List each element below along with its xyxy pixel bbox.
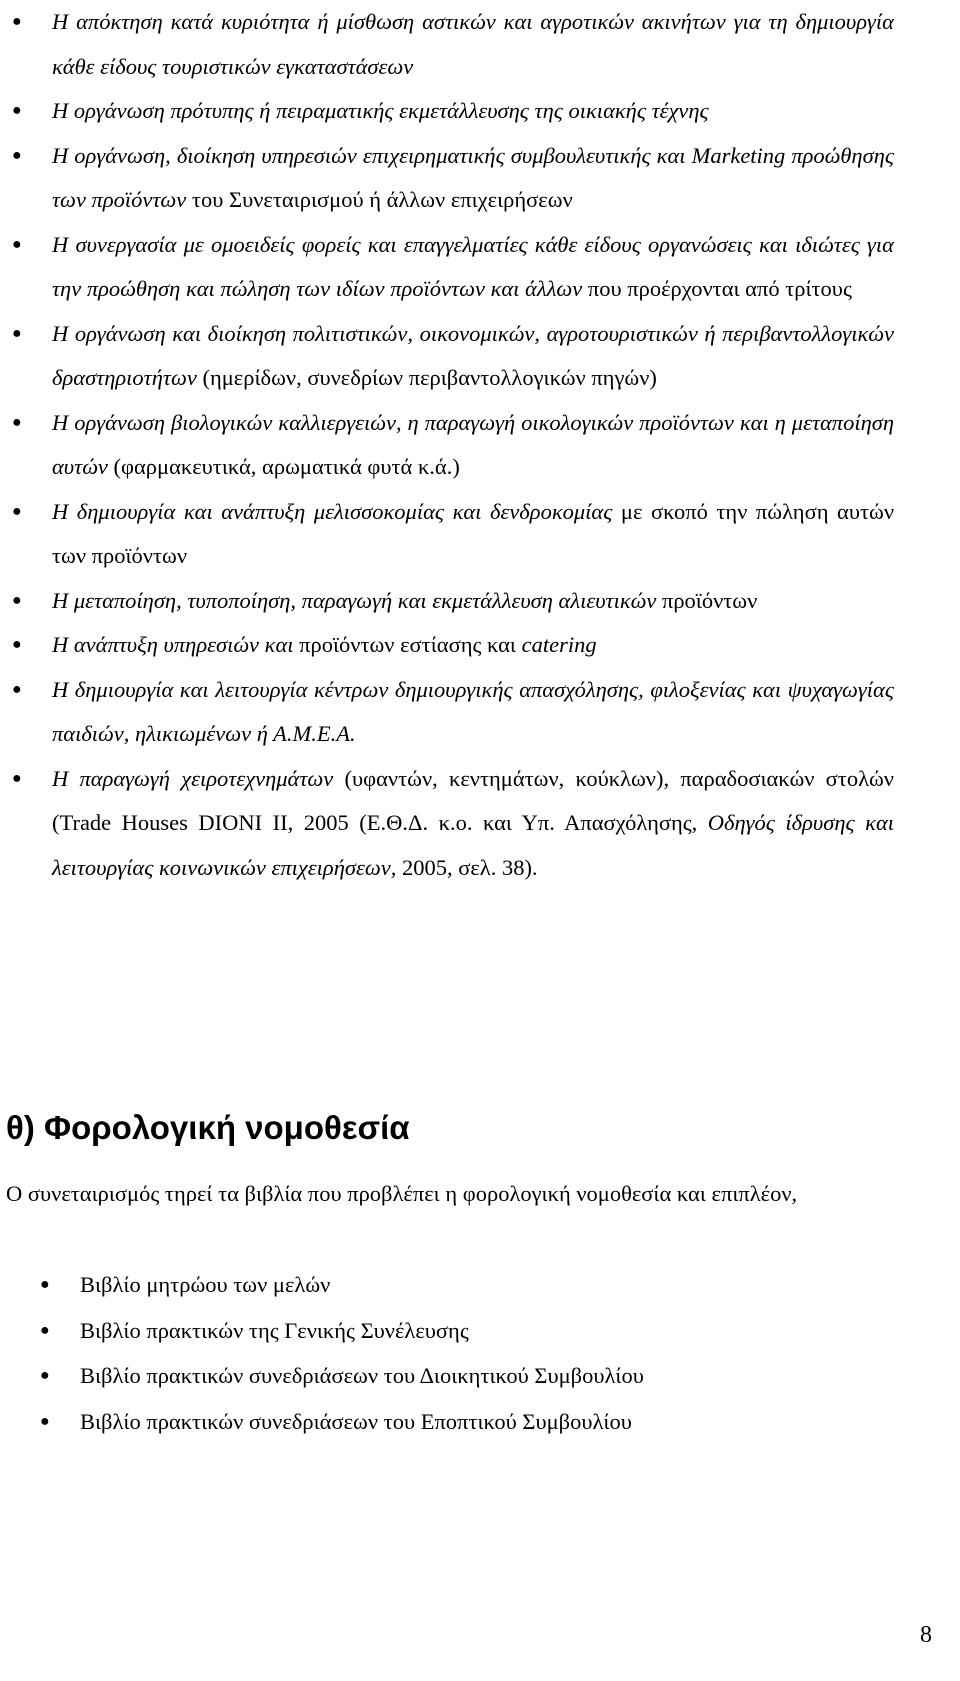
list-item-text: Η δημιουργία και ανάπτυξη μελισσοκομίας και δενδροκομίας	[52, 498, 621, 524]
bullet-icon: ●	[12, 13, 22, 30]
list-item-text: με σκοπό την πώληση αυτών των προϊόντων	[52, 498, 894, 568]
list-item-text: Η οργάνωση, διοίκηση υπηρεσιών επιχειρηματικής συμβουλευτικής και Marketing προώθησης των προϊόντων	[52, 142, 894, 212]
page-number: 8	[920, 1622, 932, 1648]
list-item-text: Οδηγός ίδρυσης και λειτουργίας κοινωνικών επιχειρήσεων,	[52, 810, 895, 880]
bullet-icon: ●	[12, 413, 22, 431]
bullet-icon: ●	[12, 324, 22, 342]
activities-list	[12, 0, 895, 890]
list-item-text: (φαρμακευτικά, αρωματικά φυτά κ.ά.)	[113, 454, 460, 479]
list-item-text: του Συνεταιρισμού ή άλλων επιχειρήσεων	[191, 187, 573, 212]
list-item	[12, 134, 894, 223]
list-item-text: Η οργάνωση και διοίκηση πολιτιστικών, οικονομικών, αγροτουριστικών ή περιβαντολλογικών δραστηριοτήτων	[52, 320, 894, 390]
list-item-text: 2005, σελ. 38).	[396, 854, 538, 880]
list-item	[12, 0, 894, 89]
bullet-icon: ●	[40, 1321, 50, 1339]
bullet-icon: ●	[12, 235, 22, 253]
list-item-text: (υφαντών, κεντημάτων, κούκλων), παραδοσιακών στολών (Trade Houses DIONI II, 2005 (Ε.Θ.Δ. κ.ο. και Υπ. Απασχόλησης,	[52, 765, 894, 835]
list-item	[12, 757, 895, 891]
book-item	[40, 1353, 644, 1399]
list-item-text: προϊόντων εστίασης και	[299, 632, 522, 657]
book-item-label: Βιβλίο πρακτικών συνεδριάσεων του Διοικητικού Συμβουλίου	[80, 1363, 644, 1388]
list-item	[12, 579, 894, 624]
list-item-text: Η μεταποίηση, τυποποίηση, παραγωγή και εκμετάλλευση αλιευτικών	[52, 587, 662, 613]
bullet-icon: ●	[40, 1412, 50, 1430]
list-item	[12, 623, 894, 668]
list-item-text: Η οργάνωση βιολογικών καλλιεργειών, η παραγωγή οικολογικών προϊόντων και η μεταποίηση αυτών	[52, 409, 894, 479]
list-item	[12, 89, 894, 134]
intro-paragraph: Ο συνεταιρισμός τηρεί τα βιβλία που προβλέπει η φορολογική νομοθεσία και επιπλέον,	[6, 1181, 798, 1206]
list-item-text: Η συνεργασία με ομοειδείς φορείς και επαγγελματίες κάθε είδους οργανώσεις και ιδιώτες για την προώθηση και πώληση των ιδίων προϊόντων και άλλων	[52, 231, 894, 301]
bullet-icon: ●	[12, 636, 22, 653]
bullet-icon: ●	[12, 102, 22, 119]
book-item	[40, 1308, 644, 1354]
bullet-icon: ●	[12, 591, 22, 609]
list-item-text: Η παραγωγή χειροτεχνημάτων	[52, 765, 345, 791]
list-item-text: προϊόντων	[661, 587, 758, 613]
bullet-icon: ●	[12, 680, 22, 698]
book-item-label: Βιβλίο πρακτικών συνεδριάσεων του Εποπτικού Συμβουλίου	[80, 1408, 632, 1434]
books-list	[40, 1262, 644, 1444]
book-item-label: Βιβλίο πρακτικών της Γενικής Συνέλευσης	[80, 1317, 469, 1343]
list-item	[12, 490, 894, 579]
bullet-icon: ●	[40, 1276, 50, 1293]
list-item-text: catering	[521, 632, 597, 657]
bullet-icon: ●	[12, 769, 22, 787]
list-item-text: Η οργάνωση πρότυπης ή πειραματικής εκμετάλλευσης της οικιακής τέχνης	[52, 98, 709, 123]
list-item-text: (ημερίδων, συνεδρίων περιβαντολλογικών πηγών)	[202, 365, 657, 390]
list-item-text: που προέρχονται από τρίτους	[587, 276, 852, 301]
list-item	[12, 223, 894, 312]
list-item-text: Η δημιουργία και λειτουργία κέντρων δημιουργικής απασχόλησης, φιλοξενίας και ψυχαγωγίας παιδιών, ηλικιωμένων ή Α.Μ.Ε.Α.	[52, 676, 894, 746]
bullet-icon: ●	[40, 1367, 50, 1384]
bullet-icon: ●	[12, 146, 22, 164]
list-item	[12, 668, 894, 757]
book-item-label: Βιβλίο μητρώου των μελών	[80, 1272, 331, 1297]
section-heading: θ) Φορολογική νομοθεσία	[6, 1109, 410, 1146]
list-item-text: Η απόκτηση κατά κυριότητα ή μίσθωση αστικών και αγροτικών ακινήτων για τη δημιουργία κάθε είδους τουριστικών εγκαταστάσεων	[52, 9, 894, 79]
book-item	[40, 1399, 644, 1445]
list-item-text: Η ανάπτυξη υπηρεσιών και	[52, 632, 300, 657]
bullet-icon: ●	[12, 502, 22, 520]
list-item	[12, 401, 894, 490]
book-item	[40, 1262, 644, 1308]
list-item	[12, 312, 894, 401]
